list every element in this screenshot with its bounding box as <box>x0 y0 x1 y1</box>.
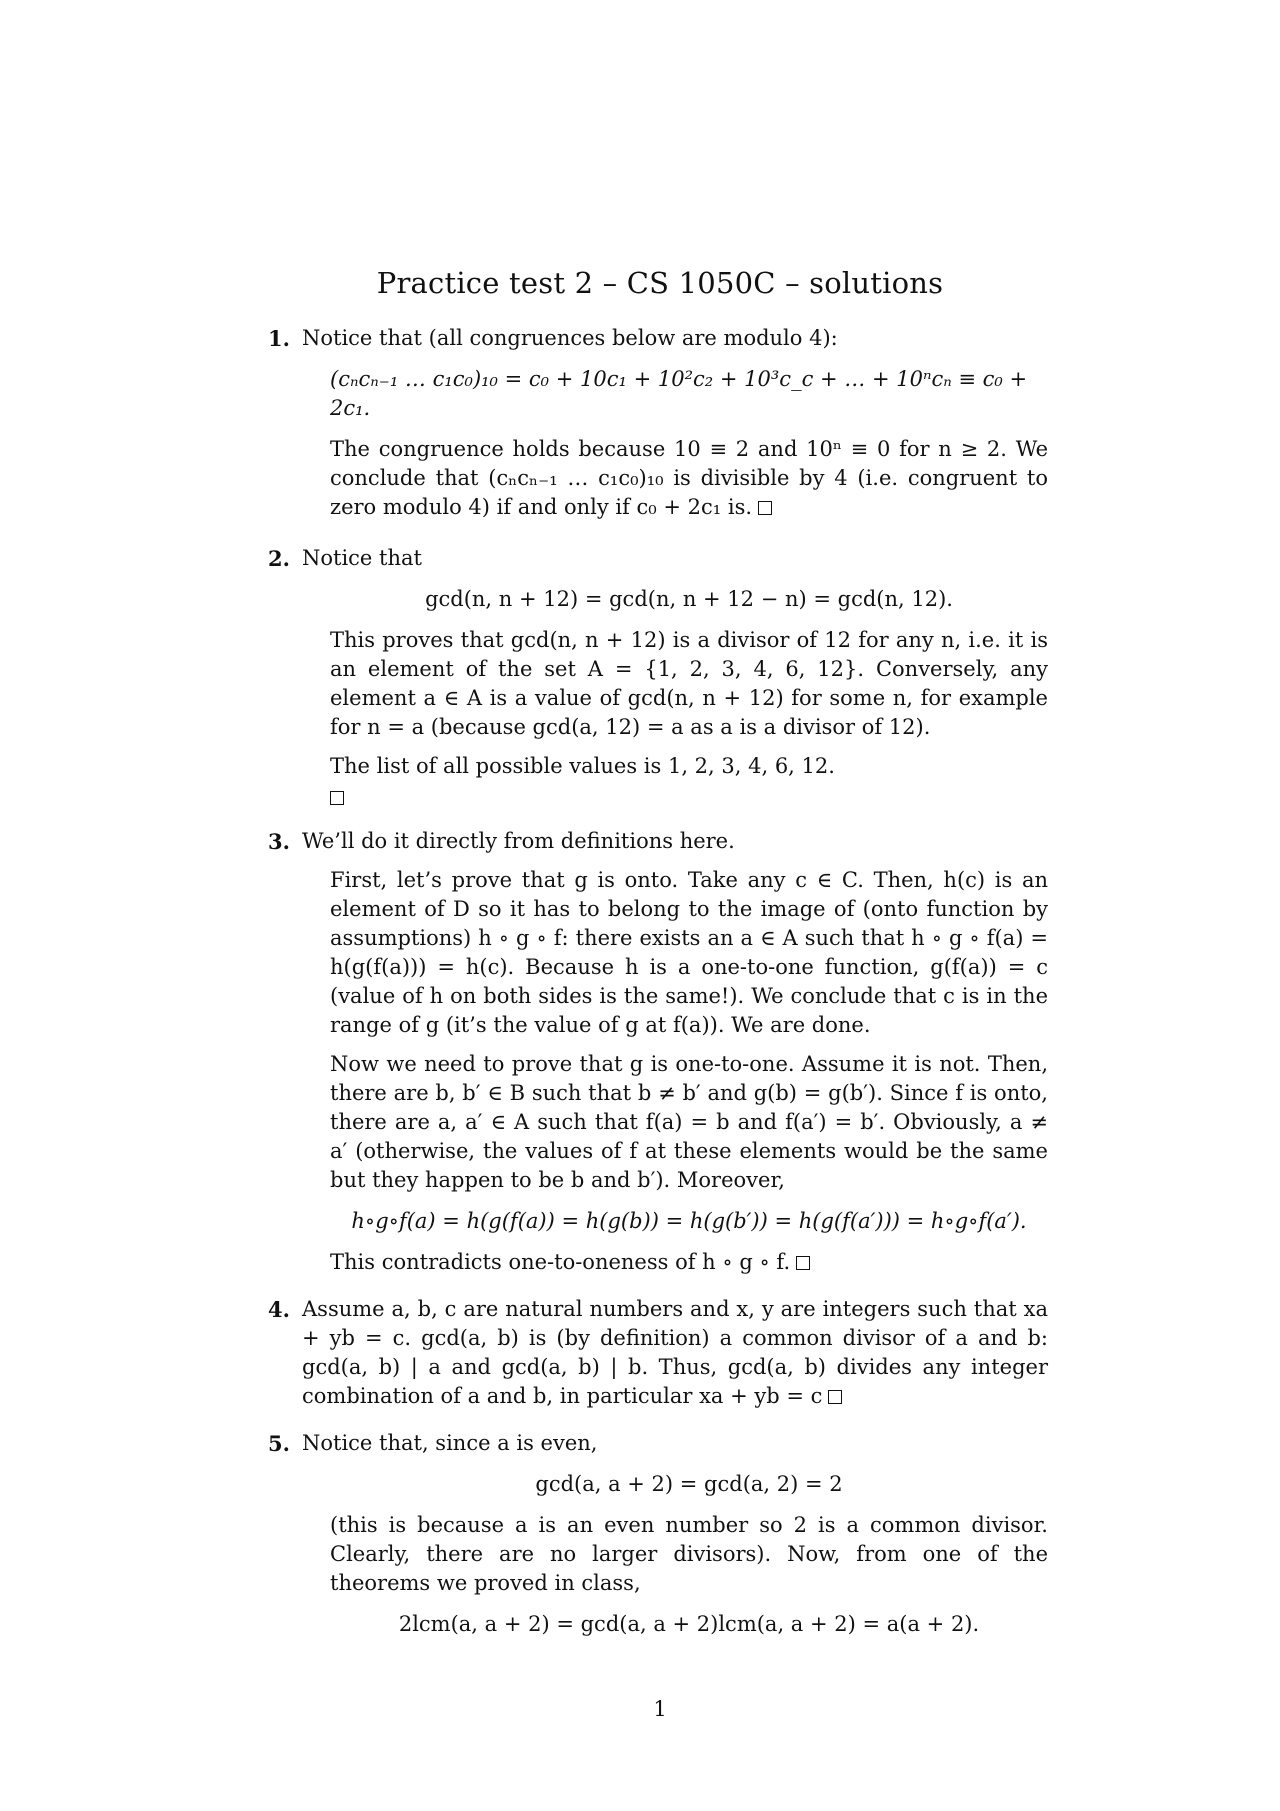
paragraph: This contradicts one-to-oneness of h ∘ g ∘ f. <box>330 1248 1048 1277</box>
paragraph: The congruence holds because 10 ≡ 2 and 10ⁿ ≡ 0 for n ≥ 2. We conclude that (cₙcₙ₋₁ … c₁c₀)₁₀ is divisible by 4 (i.e. congruent to zero modulo 4) if and only if c₀ + 2c₁ is. <box>330 437 1048 519</box>
paragraph: (this is because a is an even number so 2 is a common divisor. Clearly, there are no larger divisors). Now, from one of the theorems we proved in class, <box>330 1513 1048 1595</box>
problem-lead: Notice that (all congruences below are modulo 4): <box>302 326 838 350</box>
paragraph: Now we need to prove that g is one-to-one. Assume it is not. Then, there are b, b′ ∈ B such that b ≠ b′ and g(b) = g(b′). Since f is onto, there are a, a′ ∈ A such that f(a) = b and f(a′) = b′. Obviously, a ≠ a′ (otherwise, the values of f at these elements would be the same but they happen to be b and b′). Moreover, <box>330 1052 1048 1192</box>
equation: 2lcm(a, a + 2) = gcd(a, a + 2)lcm(a, a + 2) = a(a + 2). <box>398 1612 980 1636</box>
page-number: 1 <box>653 1697 667 1721</box>
problem-5 <box>268 1429 1048 1651</box>
equation: h∘g∘f(a) = h(g(f(a)) = h(g(b)) = h(g(b′)) = h(g(f(a′))) = h∘g∘f(a′). <box>351 1209 1027 1233</box>
problem-4 <box>268 1295 1048 1411</box>
problem-2 <box>268 544 1048 805</box>
qed-box-icon <box>828 1390 842 1404</box>
equation: gcd(a, a + 2) = gcd(a, 2) = 2 <box>535 1472 843 1496</box>
paragraph: The list of all possible values is 1, 2, 3, 4, 6, 12. <box>330 754 835 778</box>
problem-3 <box>268 827 1048 1277</box>
problem-number: 4. <box>268 1297 290 1322</box>
paragraph: This proves that gcd(n, n + 12) is a divisor of 12 for any n, i.e. it is an element of the set A = {1, 2, 3, 4, 6, 12}. Conversely, any element a ∈ A is a value of gcd(n, n + 12) for some n, for example for n = a (because gcd(a, 12) = a as a is a divisor of 12). <box>330 628 1048 739</box>
problem-lead: Notice that <box>302 546 422 570</box>
equation: gcd(n, n + 12) = gcd(n, n + 12 − n) = gcd(n, 12). <box>425 587 953 611</box>
problem-lead: We’ll do it directly from definitions here. <box>302 829 735 853</box>
problem-lead: Assume a, b, c are natural numbers and x, y are integers such that xa + yb = c. gcd(a, b) is (by definition) a common divisor of a and b: gcd(a, b) | a and gcd(a, b) | b. Thus, gcd(a, b) divides any integer combination of a and b, in particular xa + yb = c <box>302 1297 1048 1408</box>
qed-box-icon <box>758 501 772 515</box>
problem-number: 1. <box>268 326 290 351</box>
solutions-list <box>268 324 1048 1651</box>
problem-number: 3. <box>268 829 290 854</box>
equation: (cₙcₙ₋₁ … c₁c₀)₁₀ = c₀ + 10c₁ + 10²c₂ + 10³c_c + … + 10ⁿcₙ ≡ c₀ + 2c₁. <box>330 367 1028 420</box>
page-title: Practice test 2 – CS 1050C – solutions <box>376 266 944 300</box>
qed-box-icon <box>796 1256 810 1270</box>
qed-box-icon <box>330 791 344 805</box>
problem-number: 2. <box>268 546 290 571</box>
problem-lead: Notice that, since a is even, <box>302 1431 598 1455</box>
problem-number: 5. <box>268 1431 290 1456</box>
paragraph: First, let’s prove that g is onto. Take any c ∈ C. Then, h(c) is an element of D so it has to belong to the image of (onto function by assumptions) h ∘ g ∘ f: there exists an a ∈ A such that h ∘ g ∘ f(a) = h(g(f(a))) = h(c). Because h is a one-to-one function, g(f(a)) = c (value of h on both sides is the same!). We conclude that c is in the range of g (it’s the value of g at f(a)). We are done. <box>330 868 1048 1037</box>
problem-1 <box>268 324 1048 522</box>
